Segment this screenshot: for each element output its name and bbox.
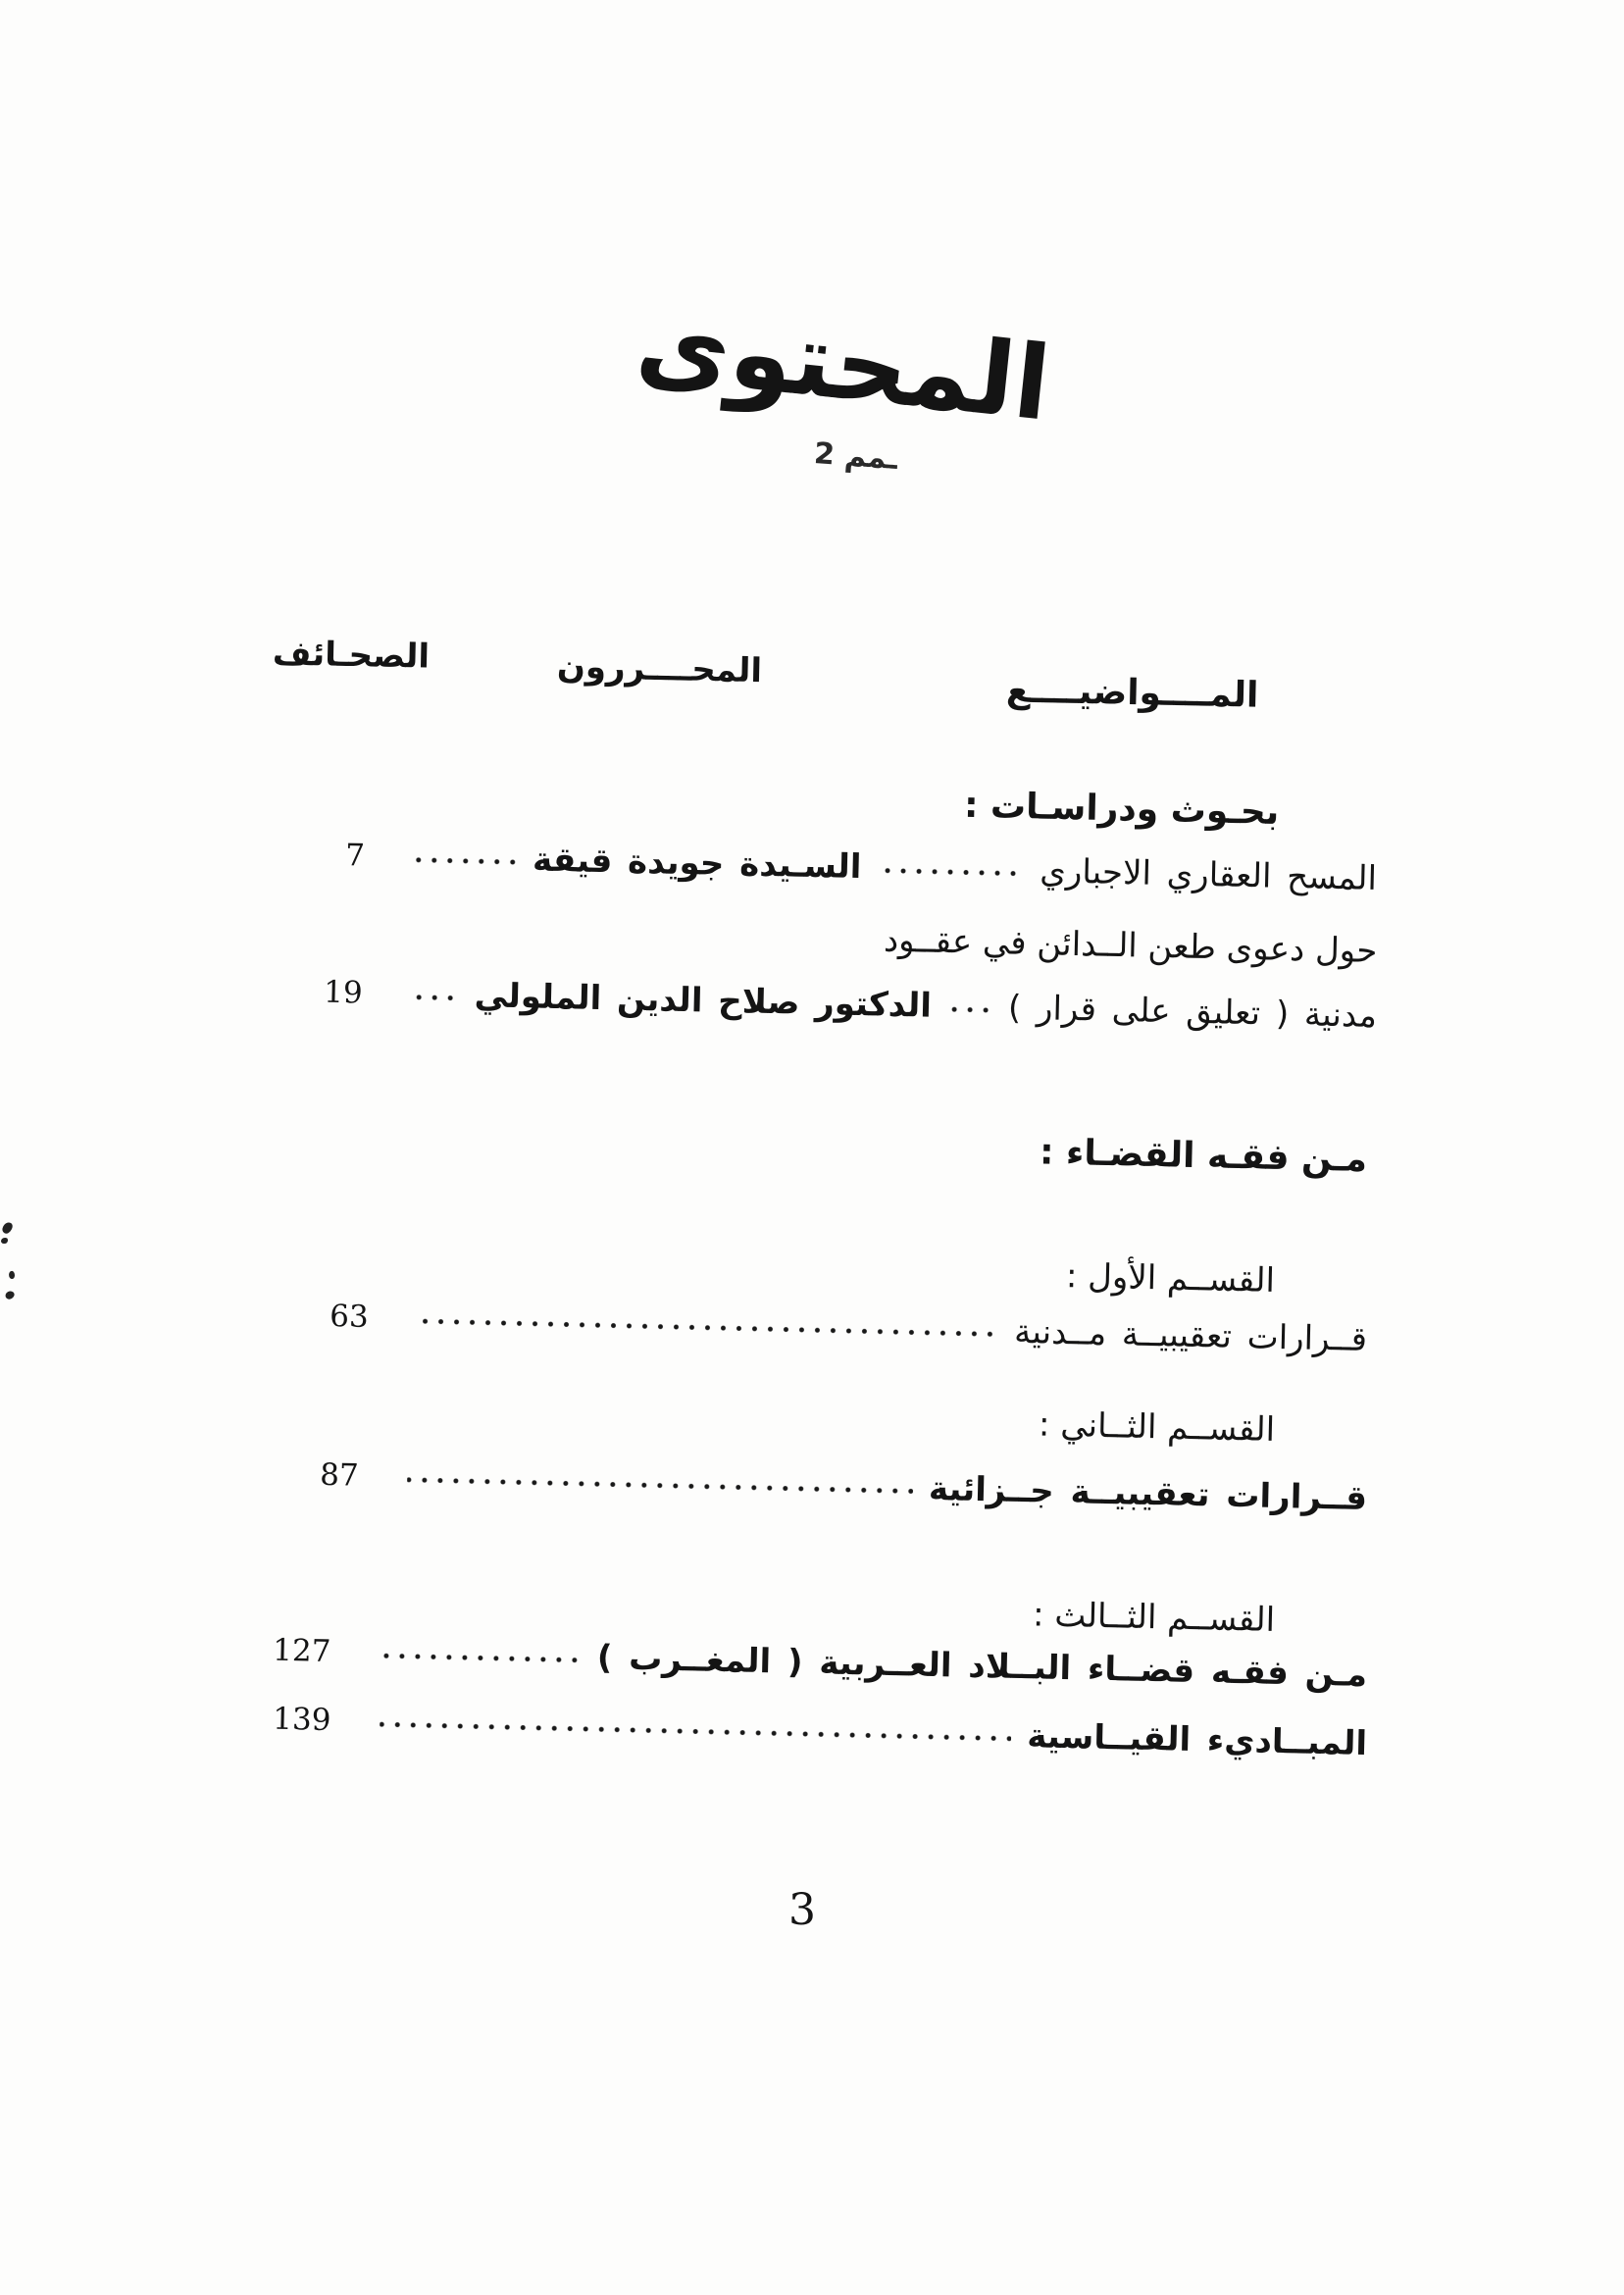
dotted-leader bbox=[408, 1477, 913, 1495]
subheading-part-two: القســم الثــاني : bbox=[1038, 1404, 1276, 1450]
dotted-leader bbox=[877, 867, 1024, 876]
toc-entry-author: السـيدة جويدة قيقة bbox=[532, 840, 862, 888]
scan-speck bbox=[1, 1221, 14, 1236]
scan-speck bbox=[8, 1270, 16, 1279]
toc-entry-creditor-line1: حول دعوى طعن الــدائن في عقــود bbox=[883, 920, 1378, 971]
footer-page-number: 3 bbox=[788, 1885, 816, 1935]
dotted-leader bbox=[380, 1721, 1011, 1742]
column-header-pages: الصحـائف bbox=[272, 634, 431, 677]
toc-entry-topic: مدنية ( تعليق على قرار ) bbox=[1007, 988, 1378, 1036]
toc-entry-page-number: 139 bbox=[272, 1701, 331, 1739]
toc-entry-topic: مـن فقـه قضــاء البــلاد العــربية ( المغــرب ) bbox=[596, 1638, 1368, 1695]
page-title: المحتوى bbox=[631, 281, 1056, 444]
dotted-leader bbox=[380, 1653, 582, 1663]
toc-entry-standard-principles bbox=[273, 1700, 1368, 1763]
title-flourish-mark: ـمم 2 bbox=[812, 436, 899, 477]
toc-entry-page-number: 87 bbox=[319, 1456, 360, 1494]
section-heading-studies: بحـوث ودراسـات : bbox=[963, 785, 1280, 833]
dotted-leader bbox=[412, 994, 459, 1001]
toc-entry-page-number: 7 bbox=[344, 838, 366, 874]
subheading-part-one: القســم الأول : bbox=[1065, 1256, 1276, 1300]
toc-entry-arab-countries bbox=[273, 1631, 1368, 1695]
subheading-part-three: القســم الثــالث : bbox=[1032, 1595, 1276, 1640]
toc-entry-creditor bbox=[324, 973, 1378, 1036]
toc-entry-page-number: 19 bbox=[323, 974, 364, 1011]
dotted-leader bbox=[418, 1318, 999, 1337]
column-header-topics: المــــواضيــــع bbox=[1005, 670, 1259, 716]
toc-entry-author: الدكتور صلاح الدين الملولي bbox=[474, 976, 933, 1026]
toc-entry-civil-decisions bbox=[330, 1297, 1368, 1359]
toc-entry-topic: قــرارات تعقيبيــة مــدنية bbox=[1013, 1311, 1368, 1359]
toc-entry-page-number: 127 bbox=[272, 1632, 331, 1670]
toc-entry-topic: المسح العقاري الاجباري bbox=[1039, 851, 1378, 898]
scan-speck bbox=[1, 1238, 8, 1244]
toc-entry-topic: المبــاديء القيــاسية bbox=[1026, 1716, 1368, 1763]
toc-entry-page-number: 63 bbox=[329, 1299, 370, 1335]
column-header-editors: المحــــررون bbox=[556, 646, 763, 691]
toc-entry-topic: قــرارات تعقيبيــة جــزائية bbox=[928, 1468, 1368, 1518]
dotted-leader bbox=[947, 1006, 992, 1013]
toc-entry-survey bbox=[345, 836, 1378, 898]
dotted-leader bbox=[414, 857, 517, 865]
section-heading-jurisprudence: مـن فقـه القضـاء : bbox=[1039, 1132, 1368, 1180]
toc-entry-criminal-decisions bbox=[320, 1455, 1368, 1518]
scan-speck bbox=[4, 1289, 16, 1300]
